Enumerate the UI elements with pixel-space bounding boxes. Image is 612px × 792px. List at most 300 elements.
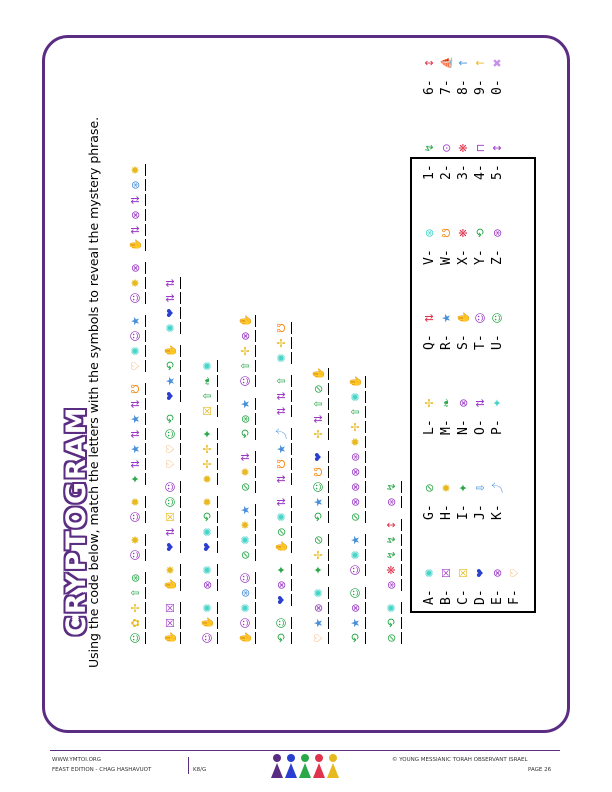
answer-blank[interactable] xyxy=(145,224,146,236)
cipher-symbol-icon: ★ xyxy=(129,444,142,454)
answer-blank[interactable] xyxy=(145,443,146,455)
answer-blank[interactable] xyxy=(365,632,366,644)
cipher-symbol-icon: ⊗ xyxy=(349,467,362,477)
answer-blank[interactable] xyxy=(401,534,402,546)
answer-blank[interactable] xyxy=(365,564,366,576)
cipher-symbol-icon: ❤ xyxy=(312,452,325,462)
answer-blank[interactable] xyxy=(291,390,292,402)
cipher-symbol-icon: ☺ xyxy=(201,632,214,644)
cipher-cell xyxy=(275,427,292,441)
answer-blank[interactable] xyxy=(217,473,218,485)
answer-blank[interactable] xyxy=(291,564,292,576)
cipher-symbol-icon: ⊘ xyxy=(239,482,252,492)
cipher-cell xyxy=(239,314,256,328)
cipher-symbol-icon: ✋ xyxy=(164,344,177,358)
answer-blank[interactable] xyxy=(180,632,181,644)
answer-blank[interactable] xyxy=(145,413,146,425)
cipher-symbol-icon: ⇧ xyxy=(349,407,362,417)
footer-grade: K8/G xyxy=(193,767,207,773)
answer-blank[interactable] xyxy=(255,549,256,561)
cipher-cell xyxy=(239,518,256,532)
cipher-symbol-icon: ✸ xyxy=(129,278,142,288)
key-symbol-icon: ↕ xyxy=(422,58,436,68)
answer-blank[interactable] xyxy=(180,292,181,304)
answer-blank[interactable] xyxy=(217,632,218,644)
answer-blank[interactable] xyxy=(255,587,256,599)
answer-blank[interactable] xyxy=(255,534,256,546)
cipher-cell xyxy=(385,480,402,494)
cipher-symbol-icon: ☺ xyxy=(239,375,252,387)
answer-blank[interactable] xyxy=(145,458,146,470)
puzzle-line xyxy=(196,358,218,645)
answer-blank[interactable] xyxy=(217,428,218,440)
cipher-cell xyxy=(312,367,329,381)
answer-blank[interactable] xyxy=(401,564,402,576)
instructions: Using the code below, match the letters with the symbols to reveal the mystery phrase. xyxy=(86,116,101,668)
answer-blank[interactable] xyxy=(217,458,218,470)
answer-blank[interactable] xyxy=(291,511,292,523)
answer-blank[interactable] xyxy=(145,428,146,440)
key-entry xyxy=(422,520,437,605)
cipher-symbol-icon: ⇅ xyxy=(312,414,325,424)
cipher-cell xyxy=(201,359,218,373)
answer-blank[interactable] xyxy=(255,345,256,357)
key-symbol-icon: ✖ xyxy=(490,58,504,68)
cipher-symbol-icon: ⇅ xyxy=(164,278,177,288)
cipher-symbol-icon: ⊛ xyxy=(239,588,252,598)
answer-blank[interactable] xyxy=(217,360,218,372)
answer-blank[interactable] xyxy=(291,632,292,644)
cipher-symbol-icon: ✢ xyxy=(201,444,214,454)
cipher-symbol-icon: ⊗ xyxy=(201,580,214,590)
cipher-symbol-icon: ☺ xyxy=(312,481,325,493)
cipher-symbol-icon: ✺ xyxy=(275,512,288,522)
cipher-symbol-icon: ⇧ xyxy=(129,588,142,598)
cipher-cell xyxy=(312,412,329,426)
cipher-cell xyxy=(239,533,256,547)
answer-blank[interactable] xyxy=(401,579,402,591)
answer-blank[interactable] xyxy=(401,496,402,508)
key-symbol-icon: ⊗ xyxy=(456,398,470,408)
answer-blank[interactable] xyxy=(180,617,181,629)
puzzle-line xyxy=(307,366,329,645)
cipher-cell xyxy=(349,548,366,562)
answer-blank[interactable] xyxy=(365,602,366,614)
answer-blank[interactable] xyxy=(180,277,181,289)
answer-blank[interactable] xyxy=(145,383,146,395)
answer-blank[interactable] xyxy=(328,617,329,629)
answer-blank[interactable] xyxy=(291,375,292,387)
answer-blank[interactable] xyxy=(328,602,329,614)
cipher-cell xyxy=(275,563,292,577)
key-entry xyxy=(490,95,505,180)
cipher-cell xyxy=(312,563,329,577)
answer-blank[interactable] xyxy=(180,511,181,523)
key-symbol-icon: ❧ xyxy=(439,398,453,408)
answer-blank[interactable] xyxy=(365,496,366,508)
key-entry xyxy=(439,265,454,350)
answer-blank[interactable] xyxy=(255,632,256,644)
cipher-cell xyxy=(275,457,292,471)
answer-blank[interactable] xyxy=(180,564,181,576)
cipher-symbol-icon: ♡ xyxy=(164,444,177,454)
cipher-cell xyxy=(201,510,218,524)
cipher-symbol-icon: ⊗ xyxy=(275,580,288,590)
cipher-cell xyxy=(349,631,366,645)
cipher-symbol-icon: ❤ xyxy=(201,542,214,552)
answer-blank[interactable] xyxy=(145,534,146,546)
answer-blank[interactable] xyxy=(145,572,146,584)
cipher-symbol-icon: ⟲ xyxy=(164,361,177,371)
answer-blank[interactable] xyxy=(217,390,218,402)
cipher-cell xyxy=(201,389,218,403)
answer-blank[interactable] xyxy=(145,209,146,221)
cipher-symbol-icon: ⊗ xyxy=(239,331,252,341)
cipher-symbol-icon: ✺ xyxy=(129,346,142,356)
answer-blank[interactable] xyxy=(328,481,329,493)
answer-blank[interactable] xyxy=(328,511,329,523)
answer-blank[interactable] xyxy=(291,617,292,629)
answer-blank[interactable] xyxy=(401,617,402,629)
answer-blank[interactable] xyxy=(145,496,146,508)
answer-blank[interactable] xyxy=(180,307,181,319)
cipher-cell xyxy=(129,397,146,411)
answer-blank[interactable] xyxy=(217,617,218,629)
cipher-cell xyxy=(129,193,146,207)
cipher-symbol-icon: ☒ xyxy=(164,618,177,628)
cipher-symbol-icon: ★ xyxy=(312,497,325,507)
key-symbol-icon: ⤴ xyxy=(491,482,504,494)
answer-blank[interactable] xyxy=(291,443,292,455)
cipher-symbol-icon: ✺ xyxy=(201,361,214,371)
answer-blank[interactable] xyxy=(291,594,292,606)
cipher-cell xyxy=(164,631,181,645)
answer-blank[interactable] xyxy=(328,368,329,380)
answer-blank[interactable] xyxy=(328,398,329,410)
cipher-cell xyxy=(164,412,181,426)
answer-blank[interactable] xyxy=(328,383,329,395)
answer-blank[interactable] xyxy=(255,451,256,463)
answer-blank[interactable] xyxy=(180,443,181,455)
answer-blank[interactable] xyxy=(291,337,292,349)
cipher-cell xyxy=(385,533,402,547)
cipher-symbol-icon: ⇅ xyxy=(129,459,142,469)
cipher-cell xyxy=(164,510,181,524)
cipher-symbol-icon: ✦ xyxy=(275,565,288,575)
answer-blank[interactable] xyxy=(180,541,181,553)
answer-blank[interactable] xyxy=(255,398,256,410)
answer-blank[interactable] xyxy=(217,541,218,553)
key-symbol-icon: ☺ xyxy=(473,312,487,324)
answer-blank[interactable] xyxy=(180,481,181,493)
answer-blank[interactable] xyxy=(365,549,366,561)
key-symbol-icon: ❋ xyxy=(456,143,470,153)
answer-blank[interactable] xyxy=(145,164,146,176)
answer-blank[interactable] xyxy=(365,451,366,463)
answer-blank[interactable] xyxy=(255,413,256,425)
footer-edition: FEAST EDITION - CHAG HASHAVUOT xyxy=(52,767,152,773)
answer-blank[interactable] xyxy=(145,617,146,629)
answer-blank[interactable] xyxy=(255,360,256,372)
answer-blank[interactable] xyxy=(401,632,402,644)
answer-blank[interactable] xyxy=(255,481,256,493)
answer-blank[interactable] xyxy=(291,458,292,470)
cipher-symbol-icon: ☋ xyxy=(275,323,288,333)
answer-blank[interactable] xyxy=(145,549,146,561)
answer-blank[interactable] xyxy=(365,466,366,478)
answer-blank[interactable] xyxy=(180,496,181,508)
cipher-symbol-icon: ✢ xyxy=(201,459,214,469)
answer-blank[interactable] xyxy=(145,587,146,599)
answer-blank[interactable] xyxy=(145,511,146,523)
key-letter: Q- xyxy=(421,334,437,350)
answer-blank[interactable] xyxy=(255,617,256,629)
cipher-cell xyxy=(275,593,292,607)
answer-blank[interactable] xyxy=(328,549,329,561)
answer-blank[interactable] xyxy=(217,564,218,576)
cipher-symbol-icon: ⟲ xyxy=(312,512,325,522)
answer-blank[interactable] xyxy=(145,398,146,410)
answer-blank[interactable] xyxy=(145,632,146,644)
key-row xyxy=(471,10,489,605)
cipher-cell xyxy=(312,586,329,600)
key-letter: G- xyxy=(421,504,437,520)
answer-blank[interactable] xyxy=(145,345,146,357)
answer-blank[interactable] xyxy=(180,390,181,402)
cipher-cell xyxy=(201,601,218,615)
answer-blank[interactable] xyxy=(217,405,218,417)
key-letter: Z- xyxy=(489,249,505,265)
answer-blank[interactable] xyxy=(217,602,218,614)
key-symbol-icon: ✦ xyxy=(456,483,470,493)
key-letter: 7- xyxy=(438,79,454,95)
answer-blank[interactable] xyxy=(291,352,292,364)
cipher-symbol-icon: ☺ xyxy=(349,587,362,599)
answer-blank[interactable] xyxy=(328,564,329,576)
answer-blank[interactable] xyxy=(365,587,366,599)
answer-blank[interactable] xyxy=(365,617,366,629)
answer-blank[interactable] xyxy=(365,511,366,523)
answer-blank[interactable] xyxy=(145,473,146,485)
answer-blank[interactable] xyxy=(255,504,256,516)
cipher-cell xyxy=(385,631,402,645)
answer-blank[interactable] xyxy=(145,179,146,191)
answer-blank[interactable] xyxy=(180,602,181,614)
cipher-cell xyxy=(275,321,292,335)
cipher-symbol-icon: ★ xyxy=(239,505,252,515)
key-letter: F- xyxy=(506,589,522,605)
answer-blank[interactable] xyxy=(145,315,146,327)
answer-blank[interactable] xyxy=(217,375,218,387)
answer-blank[interactable] xyxy=(255,466,256,478)
answer-blank[interactable] xyxy=(180,375,181,387)
cipher-symbol-icon: ⊗ xyxy=(129,210,142,220)
cipher-cell xyxy=(129,548,146,562)
answer-blank[interactable] xyxy=(365,421,366,433)
key-symbol-icon: ✦ xyxy=(490,398,504,408)
answer-blank[interactable] xyxy=(145,360,146,372)
cipher-cell xyxy=(164,427,181,441)
cipher-symbol-icon: ✢ xyxy=(239,346,252,356)
cipher-symbol-icon: ⟲ xyxy=(385,618,398,628)
cipher-symbol-icon: ★ xyxy=(349,535,362,545)
answer-blank[interactable] xyxy=(180,526,181,538)
cipher-cell xyxy=(129,276,146,290)
cipher-cell xyxy=(385,518,402,532)
cipher-cell xyxy=(239,374,256,388)
cipher-symbol-icon: ✋ xyxy=(349,375,362,389)
cipher-symbol-icon: ✋ xyxy=(201,616,214,630)
key-symbol-icon: ⛵ xyxy=(439,56,453,70)
answer-blank[interactable] xyxy=(365,406,366,418)
cipher-cell xyxy=(239,503,256,517)
footer-website[interactable]: WWW.YMTOI.ORG xyxy=(52,757,102,763)
cipher-symbol-icon: ⊗ xyxy=(349,497,362,507)
answer-blank[interactable] xyxy=(401,602,402,614)
key-entry xyxy=(456,350,471,435)
answer-blank[interactable] xyxy=(255,572,256,584)
cipher-cell xyxy=(239,397,256,411)
cipher-cell xyxy=(312,450,329,464)
key-entry xyxy=(422,350,437,435)
page-title: CRYPTOGRAM xyxy=(61,405,92,636)
key-entry xyxy=(490,520,505,605)
answer-blank[interactable] xyxy=(255,330,256,342)
key-entry xyxy=(490,265,505,350)
answer-blank[interactable] xyxy=(180,322,181,334)
answer-blank[interactable] xyxy=(401,519,402,531)
answer-blank[interactable] xyxy=(365,391,366,403)
cipher-cell xyxy=(129,382,146,396)
answer-blank[interactable] xyxy=(328,534,329,546)
cipher-symbol-icon: ✺ xyxy=(349,392,362,402)
key-symbol-icon: ⟲ xyxy=(473,228,487,238)
cipher-cell xyxy=(349,586,366,600)
answer-blank[interactable] xyxy=(291,496,292,508)
cipher-cell xyxy=(201,540,218,554)
answer-blank[interactable] xyxy=(145,277,146,289)
cipher-cell xyxy=(164,389,181,403)
answer-blank[interactable] xyxy=(145,330,146,342)
cipher-symbol-icon: ☺ xyxy=(129,511,142,523)
answer-blank[interactable] xyxy=(255,315,256,327)
key-symbol-icon: ⇅ xyxy=(422,313,436,323)
answer-blank[interactable] xyxy=(291,473,292,485)
answer-blank[interactable] xyxy=(145,194,146,206)
cipher-cell xyxy=(164,442,181,456)
answer-blank[interactable] xyxy=(291,541,292,553)
answer-blank[interactable] xyxy=(180,428,181,440)
answer-blank[interactable] xyxy=(217,443,218,455)
key-entry xyxy=(456,520,471,605)
cipher-cell xyxy=(201,525,218,539)
cipher-cell xyxy=(275,540,292,554)
cipher-symbol-icon: ☺ xyxy=(129,330,142,342)
answer-blank[interactable] xyxy=(328,466,329,478)
cipher-cell xyxy=(129,457,146,471)
cipher-symbol-icon: ✦ xyxy=(129,474,142,484)
answer-blank[interactable] xyxy=(255,602,256,614)
answer-blank[interactable] xyxy=(180,413,181,425)
cipher-cell xyxy=(239,344,256,358)
key-letter: 9- xyxy=(472,79,488,95)
cipher-cell xyxy=(275,631,292,645)
answer-blank[interactable] xyxy=(328,587,329,599)
cipher-symbol-icon: ❤ xyxy=(164,308,177,318)
answer-blank[interactable] xyxy=(217,496,218,508)
answer-blank[interactable] xyxy=(328,632,329,644)
cipher-symbol-icon: ⊛ xyxy=(129,180,142,190)
cipher-cell xyxy=(312,465,329,479)
answer-blank[interactable] xyxy=(291,579,292,591)
cipher-symbol-icon: ⇅ xyxy=(275,391,288,401)
cipher-cell xyxy=(129,412,146,426)
answer-blank[interactable] xyxy=(145,239,146,251)
answer-blank[interactable] xyxy=(180,360,181,372)
answer-blank[interactable] xyxy=(145,292,146,304)
cipher-cell xyxy=(275,510,292,524)
answer-blank[interactable] xyxy=(328,451,329,463)
answer-blank[interactable] xyxy=(291,322,292,334)
answer-blank[interactable] xyxy=(365,534,366,546)
answer-blank[interactable] xyxy=(291,405,292,417)
answer-blank[interactable] xyxy=(401,481,402,493)
cipher-cell xyxy=(164,276,181,290)
answer-blank[interactable] xyxy=(180,579,181,591)
answer-blank[interactable] xyxy=(291,526,292,538)
answer-blank[interactable] xyxy=(365,376,366,388)
cipher-cell xyxy=(201,374,218,388)
answer-blank[interactable] xyxy=(255,428,256,440)
answer-blank[interactable] xyxy=(328,413,329,425)
answer-blank[interactable] xyxy=(365,481,366,493)
answer-blank[interactable] xyxy=(180,458,181,470)
key-symbol-icon: ✋ xyxy=(456,311,470,325)
answer-blank[interactable] xyxy=(145,602,146,614)
cipher-symbol-icon: ✺ xyxy=(239,535,252,545)
answer-blank[interactable] xyxy=(180,345,181,357)
footer-copyright: © YOUNG MESSIANIC TORAH OBSERVANT ISRAEL xyxy=(392,757,528,763)
answer-blank[interactable] xyxy=(328,496,329,508)
cipher-cell xyxy=(312,548,329,562)
answer-blank[interactable] xyxy=(217,579,218,591)
key-letter: R- xyxy=(438,334,454,350)
cipher-cell xyxy=(275,404,292,418)
cipher-cell xyxy=(129,163,146,177)
answer-blank[interactable] xyxy=(291,428,292,440)
answer-blank[interactable] xyxy=(217,511,218,523)
key-entry xyxy=(473,10,488,95)
cipher-symbol-icon: ☋ xyxy=(312,467,325,477)
answer-blank[interactable] xyxy=(145,262,146,274)
cipher-cell xyxy=(129,208,146,222)
cipher-symbol-icon: ↯ xyxy=(385,535,398,545)
answer-blank[interactable] xyxy=(365,436,366,448)
cipher-symbol-icon: ⇅ xyxy=(275,474,288,484)
answer-blank[interactable] xyxy=(328,428,329,440)
cipher-symbol-icon: ⊗ xyxy=(312,603,325,613)
cipher-symbol-icon: ⊛ xyxy=(129,573,142,583)
puzzle-line xyxy=(124,162,146,645)
cipher-symbol-icon: ⇧ xyxy=(275,376,288,386)
answer-blank[interactable] xyxy=(217,526,218,538)
cipher-cell xyxy=(349,616,366,630)
answer-blank[interactable] xyxy=(255,519,256,531)
answer-blank[interactable] xyxy=(255,375,256,387)
answer-blank[interactable] xyxy=(401,549,402,561)
cipher-symbol-icon: ☋ xyxy=(275,459,288,469)
key-letter: M- xyxy=(438,419,454,435)
